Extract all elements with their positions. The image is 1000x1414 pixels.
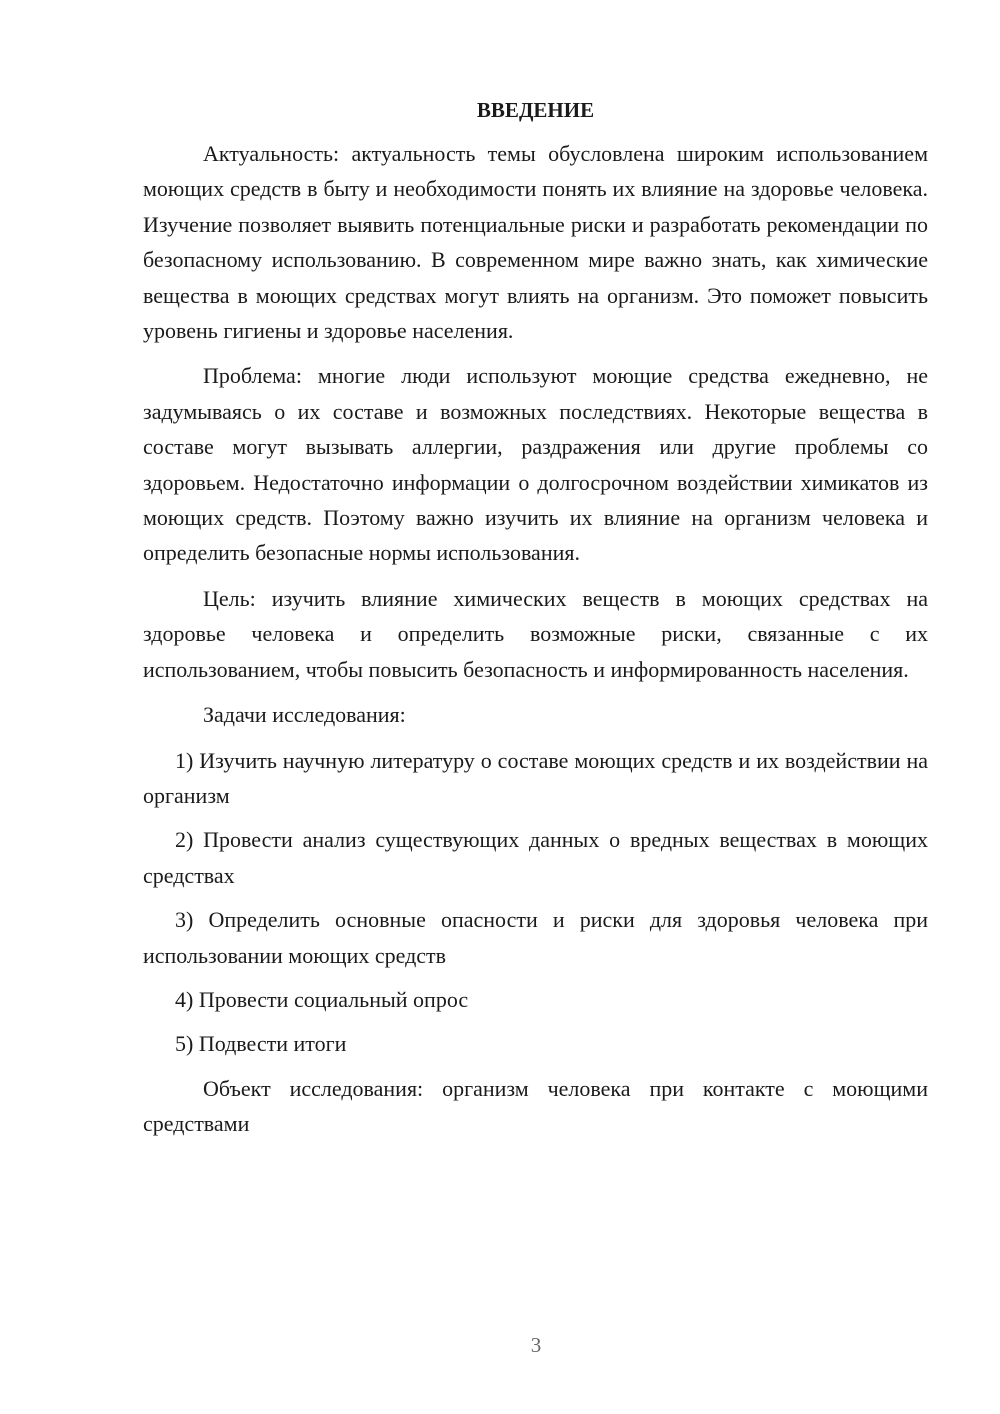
- tasks-heading: Задачи исследования:: [203, 702, 406, 728]
- problem-paragraph: Проблема: многие люди используют моющие средства ежедневно, не задумываясь о их составе и возможных последствиях. Некоторые вещества в составе могут вызывать аллергии, раздражения или другие проблемы со здоровьем. Недостаточно информации о долгосрочном воздействии химикатов из моющих средств. Поэтому важно изучить их влияние на организм человека и определить безопасные нормы использования.: [143, 363, 928, 566]
- task-item: 3) Определить основные опасности и риски для здоровья человека при использовании моющих средств: [143, 907, 928, 968]
- research-object-paragraph: Объект исследования: организм человека при контакте с моющими средствами: [143, 1075, 928, 1137]
- section-title: ВВЕДЕНИЕ: [476, 98, 595, 122]
- task-item: 4) Провести социальный опрос: [175, 986, 469, 1012]
- goal-paragraph: Цель: изучить влияние химических веществ в моющих средствах на здоровье человека и определить возможные риски, связанные с их использованием, чтобы повысить безопасность и информированность населения.: [143, 585, 928, 682]
- page-number: 3: [530, 1333, 542, 1357]
- relevance-paragraph: Актуальность: актуальность темы обусловлена широким использованием моющих средств в быту и необходимости понять их влияние на здоровье человека. Изучение позволяет выявить потенциальные риски и разработать рекомендации по безопасному использованию. В современном мире важно знать, как химические вещества в моющих средствах могут влиять на организм. Это поможет повысить уровень гигиены и здоровье населения.: [143, 141, 928, 344]
- task-item: 2) Провести анализ существующих данных о вредных веществах в моющих средствах: [143, 827, 928, 888]
- page-content: [143, 95, 928, 1152]
- task-item: 1) Изучить научную литературу о составе моющих средств и их воздействии на организм: [143, 747, 928, 808]
- tasks-list: [143, 743, 928, 1062]
- task-item: 5) Подвести итоги: [175, 1031, 347, 1057]
